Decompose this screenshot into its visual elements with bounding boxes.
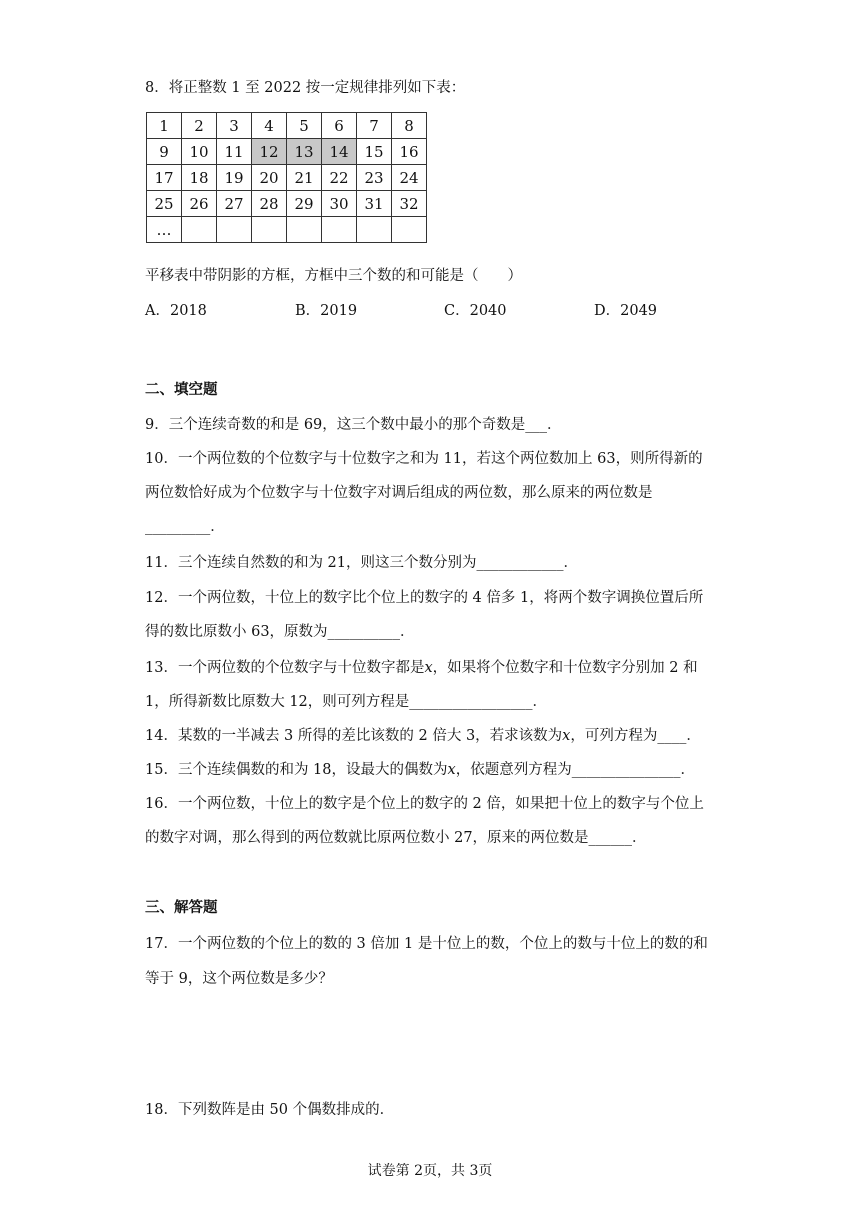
table-cell: 7 <box>357 113 392 139</box>
line-text: _________． <box>145 519 225 535</box>
fill-blank-line <box>145 724 701 745</box>
table-cell <box>357 217 392 243</box>
option-c: C．2040 <box>444 303 507 319</box>
table-cell: 1 <box>147 113 182 139</box>
fill-blank-line <box>145 656 698 677</box>
table-cell <box>182 217 217 243</box>
fill-blank-line <box>145 515 225 536</box>
q18-line: 18．下列数阵是由 50 个偶数排成的． <box>145 1102 395 1118</box>
table-cell: 3 <box>217 113 252 139</box>
table-cell: 25 <box>147 191 182 217</box>
table-cell: 13 <box>287 139 322 165</box>
q17-line1: 17．一个两位数的个位上的数的 3 倍加 1 是十位上的数，个位上的数与十位上的数的和 <box>145 936 708 952</box>
fill-blank-line <box>145 620 415 641</box>
variable-x: x <box>424 660 433 676</box>
fill-blank-line <box>145 758 695 779</box>
table-cell: 8 <box>392 113 427 139</box>
fill-blank-line <box>145 413 562 434</box>
fill-blank-line <box>145 551 578 572</box>
table-cell: 22 <box>322 165 357 191</box>
table-cell: 18 <box>182 165 217 191</box>
table-cell: 6 <box>322 113 357 139</box>
line-text: 得的数比原数小 63，原数为__________． <box>145 624 415 640</box>
page-footer: 试卷第 2页，共 3页 <box>367 1163 493 1179</box>
line-text: 9．三个连续奇数的和是 69，这三个数中最小的那个奇数是___． <box>145 417 562 433</box>
option-b: B．2019 <box>295 303 358 319</box>
line-text: 11．三个连续自然数的和为 21，则这三个数分别为____________． <box>145 555 579 571</box>
line-text: 16．一个两位数，十位上的数字是个位上的数字的 2 倍，如果把十位上的数字与个位上 <box>145 796 704 812</box>
table-row <box>147 113 427 139</box>
q8-prompt: 8．将正整数 1 至 2022 按一定规律排列如下表： <box>145 80 466 96</box>
section2-title: 二、填空题 <box>145 381 218 398</box>
table-cell: 31 <box>357 191 392 217</box>
fill-blank-line <box>145 792 704 813</box>
line-text: ，可列方程为____． <box>570 728 701 744</box>
table-cell: 30 <box>322 191 357 217</box>
table-cell: 10 <box>182 139 217 165</box>
table-cell: 27 <box>217 191 252 217</box>
line-text: ，依题意列方程为_______________． <box>455 762 695 778</box>
option-d: D．2049 <box>594 303 658 319</box>
line-text: ，如果将个位数字和十位数字分别加 2 和 <box>432 660 698 676</box>
table-row <box>147 217 427 243</box>
line-text: 12．一个两位数，十位上的数字比个位上的数字的 4 倍多 1，将两个数字调换位置后所 <box>145 590 704 606</box>
table-cell: 14 <box>322 139 357 165</box>
table-cell <box>252 217 287 243</box>
fill-blank-line <box>145 826 647 847</box>
table-cell: 16 <box>392 139 427 165</box>
table-cell <box>287 217 322 243</box>
table-row <box>147 191 427 217</box>
line-text: 1，所得新数比原数大 12，则可列方程是_________________． <box>145 694 548 710</box>
table-cell: 9 <box>147 139 182 165</box>
table-cell: 23 <box>357 165 392 191</box>
table-cell <box>322 217 357 243</box>
table-row <box>147 139 427 165</box>
table-cell: 21 <box>287 165 322 191</box>
line-text: 15．三个连续偶数的和为 18，设最大的偶数为 <box>145 762 448 778</box>
line-text: 的数字对调，那么得到的两位数就比原两位数小 27，原来的两位数是______． <box>145 830 647 846</box>
variable-x: x <box>447 762 456 778</box>
table-cell: 20 <box>252 165 287 191</box>
fill-blank-line <box>145 481 653 502</box>
table-cell: 32 <box>392 191 427 217</box>
table-cell <box>392 217 427 243</box>
fill-blank-line <box>145 447 703 468</box>
table-cell: 5 <box>287 113 322 139</box>
variable-x: x <box>562 728 571 744</box>
line-text: 14．某数的一半减去 3 所得的差比该数的 2 倍大 3，若求该数为 <box>145 728 563 744</box>
section3-title: 三、解答题 <box>145 899 218 916</box>
option-a: A．2018 <box>145 303 207 319</box>
table-cell: 11 <box>217 139 252 165</box>
table-cell: 15 <box>357 139 392 165</box>
table-cell: 24 <box>392 165 427 191</box>
table-cell: 12 <box>252 139 287 165</box>
table-cell: 17 <box>147 165 182 191</box>
table-cell: 28 <box>252 191 287 217</box>
line-text: 10．一个两位数的个位数字与十位数字之和为 11，若这个两位数加上 63，则所得新的 <box>145 451 703 467</box>
table-row <box>147 165 427 191</box>
table-cell: … <box>147 217 182 243</box>
table-cell: 2 <box>182 113 217 139</box>
table-cell: 26 <box>182 191 217 217</box>
table-cell: 29 <box>287 191 322 217</box>
fill-blank-line <box>145 586 703 607</box>
number-table <box>146 112 427 243</box>
q8-question: 平移表中带阴影的方框，方框中三个数的和可能是（ ） <box>145 268 522 284</box>
q17-line2: 等于 9，这个两位数是多少？ <box>145 971 333 987</box>
table-cell: 4 <box>252 113 287 139</box>
table-cell: 19 <box>217 165 252 191</box>
table-cell <box>217 217 252 243</box>
fill-blank-line <box>145 690 547 711</box>
line-text: 13．一个两位数的个位数字与十位数字都是 <box>145 660 425 676</box>
line-text: 两位数恰好成为个位数字与十位数字对调后组成的两位数，那么原来的两位数是 <box>145 485 653 501</box>
